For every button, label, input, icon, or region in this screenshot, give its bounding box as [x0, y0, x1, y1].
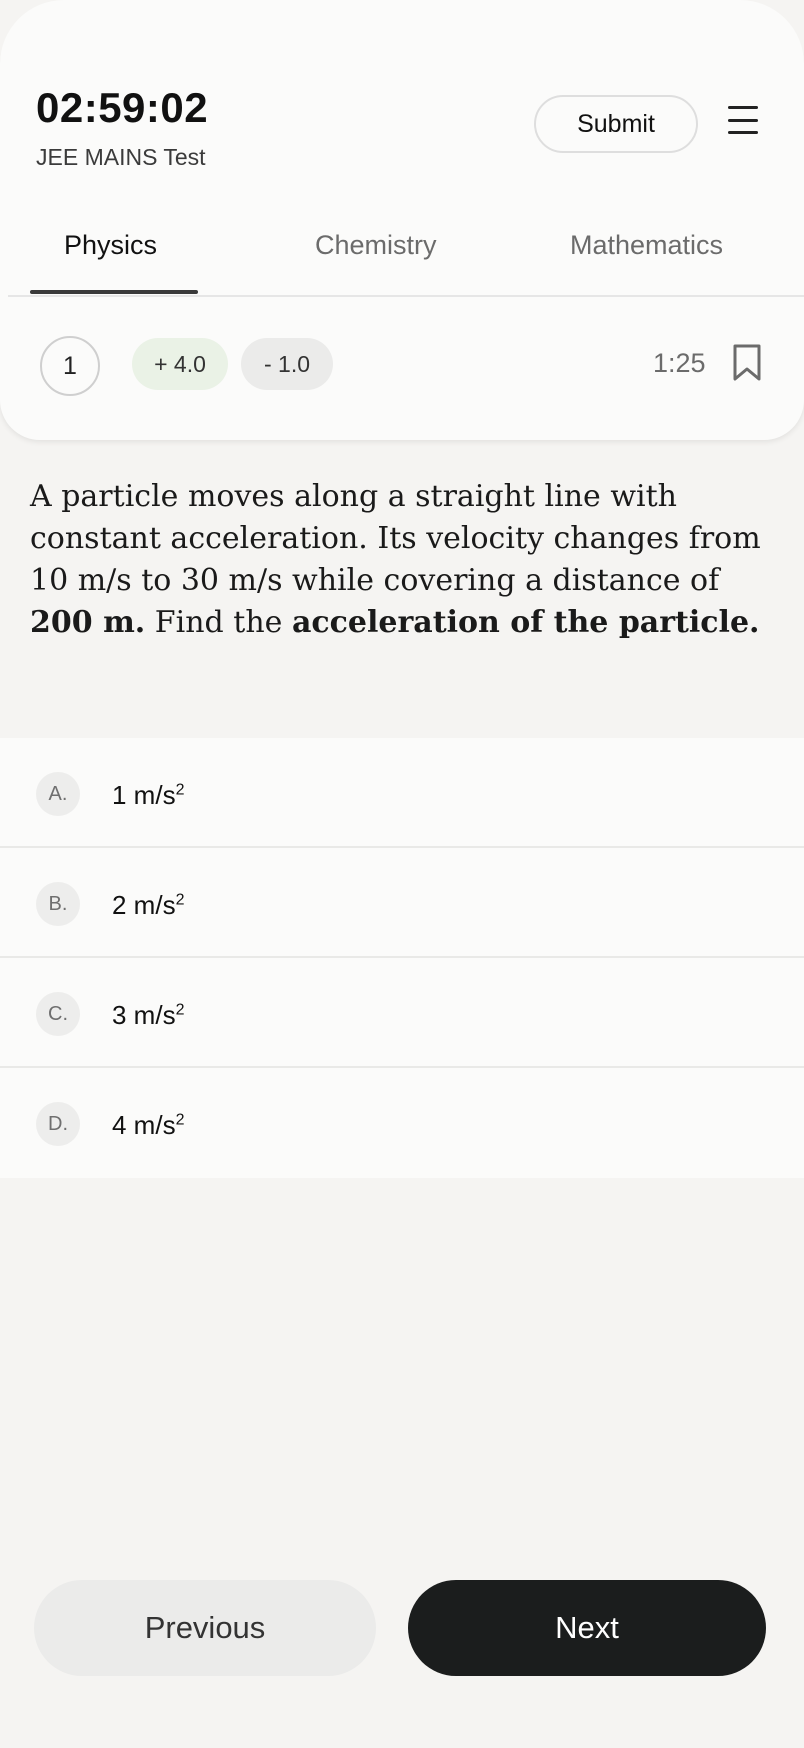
question-time-spent: 1:25: [653, 348, 706, 378]
question-bold-distance: 200 m.: [30, 605, 146, 640]
header-card: [0, 0, 804, 440]
previous-button[interactable]: Previous: [34, 1580, 376, 1676]
option-text: 2 $m/s^2$: [112, 890, 185, 920]
negative-marks-badge: - 1.0: [241, 338, 333, 390]
tab-physics[interactable]: Physics: [64, 230, 158, 260]
tab-chemistry[interactable]: Chemistry: [315, 230, 437, 260]
hamburger-menu-icon[interactable]: [728, 106, 758, 134]
option-text: 3 $m/s^2$: [112, 1000, 185, 1030]
option-text: 4 $m/s^2$: [112, 1110, 185, 1140]
option-letter: D.: [36, 1102, 80, 1146]
option-a[interactable]: [0, 738, 804, 848]
option-letter: A.: [36, 772, 80, 816]
question-text: A particle moves along a straight line with constant acceleration. Its velocity changes from 10 m/s to 30 m/s while covering a distance of 200 m. Find the acceleration of the particle.: [30, 479, 761, 640]
tab-mathematics[interactable]: Mathematics: [570, 230, 724, 260]
submit-button[interactable]: Submit: [534, 95, 698, 153]
active-tab-indicator: [30, 290, 198, 294]
next-button[interactable]: Next: [408, 1580, 766, 1676]
option-text: 1 $m/s^2$: [112, 780, 185, 810]
option-b[interactable]: [0, 848, 804, 958]
countdown-timer: 02:59:02: [36, 84, 209, 131]
options-list: [0, 738, 804, 1178]
test-name: JEE MAINS Test: [36, 144, 206, 170]
option-c[interactable]: [0, 958, 804, 1068]
question-number[interactable]: 1: [40, 336, 100, 396]
option-d[interactable]: [0, 1068, 804, 1178]
option-letter: C.: [36, 992, 80, 1036]
bookmark-icon[interactable]: [732, 344, 762, 387]
question-bold-ask: acceleration of the particle.: [291, 605, 760, 640]
positive-marks-badge: + 4.0: [132, 338, 228, 390]
option-letter: B.: [36, 882, 80, 926]
tabs-divider: [8, 295, 804, 297]
